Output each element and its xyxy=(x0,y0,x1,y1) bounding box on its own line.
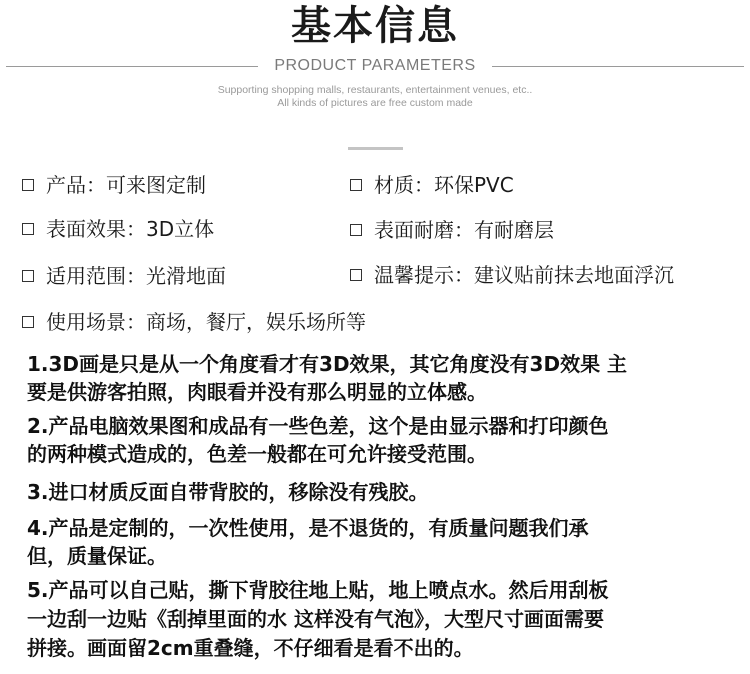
param-material-text: 材质：环保PVC xyxy=(374,173,514,197)
param-product xyxy=(22,171,206,199)
param-applicable-range xyxy=(22,262,226,290)
checkbox-icon xyxy=(22,316,34,328)
note-1-line-1: 1.3D画是只是从一个角度看才有3D效果，其它角度没有3D效果 主 xyxy=(27,352,628,376)
checkbox-icon xyxy=(22,223,34,235)
note-2-line-1: 2.产品电脑效果图和成品有一些色差，这个是由显示器和打印颜色 xyxy=(27,414,609,438)
checkbox-icon xyxy=(350,269,362,281)
param-usage-scene xyxy=(22,308,366,336)
note-1-line-2: 要是供游客拍照，肉眼看并没有那么明显的立体感。 xyxy=(27,380,487,404)
param-warm-tip xyxy=(350,261,674,289)
param-surface-effect-text: 表面效果：3D立体 xyxy=(46,217,215,241)
page-subtitle: PRODUCT PARAMETERS xyxy=(274,57,476,74)
note-5-line-3: 拼接。画面留2cm重叠缝，不仔细看是看不出的。 xyxy=(27,636,474,660)
note-5-line-1: 5.产品可以自己贴，撕下背胶往地上贴，地上喷点水。然后用刮板 xyxy=(27,578,609,602)
tagline-line-2: All kinds of pictures are free custom made xyxy=(277,97,473,109)
param-surface-effect xyxy=(22,215,214,243)
param-surface-wear-text: 表面耐磨：有耐磨层 xyxy=(374,218,554,242)
checkbox-icon xyxy=(350,224,362,236)
checkbox-icon xyxy=(350,179,362,191)
note-3-line-1: 3.进口材质反面自带背胶的，移除没有残胶。 xyxy=(27,480,429,504)
page-title: 基本信息 xyxy=(291,3,459,49)
param-material xyxy=(350,171,514,199)
param-usage-scene-text: 使用场景：商场，餐厅，娱乐场所等 xyxy=(46,310,366,334)
tagline-line-1: Supporting shopping malls, restaurants, entertainment venues, etc.. xyxy=(217,84,533,96)
note-4-line-2: 但，质量保证。 xyxy=(27,544,167,568)
section-divider xyxy=(348,147,403,150)
param-surface-wear xyxy=(350,216,554,244)
param-warm-tip-text: 温馨提示：建议贴前抹去地面浮沉 xyxy=(374,263,674,287)
param-applicable-range-text: 适用范围：光滑地面 xyxy=(46,264,226,288)
checkbox-icon xyxy=(22,179,34,191)
note-5-line-2: 一边刮一边贴《刮掉里面的水 这样没有气泡》，大型尺寸画面需要 xyxy=(27,607,604,631)
param-product-text: 产品：可来图定制 xyxy=(46,173,206,197)
checkbox-icon xyxy=(22,270,34,282)
note-2-line-2: 的两种模式造成的，色差一般都在可允许接受范围。 xyxy=(27,442,487,466)
note-4-line-1: 4.产品是定制的，一次性使用，是不退货的，有质量问题我们承 xyxy=(27,516,589,540)
